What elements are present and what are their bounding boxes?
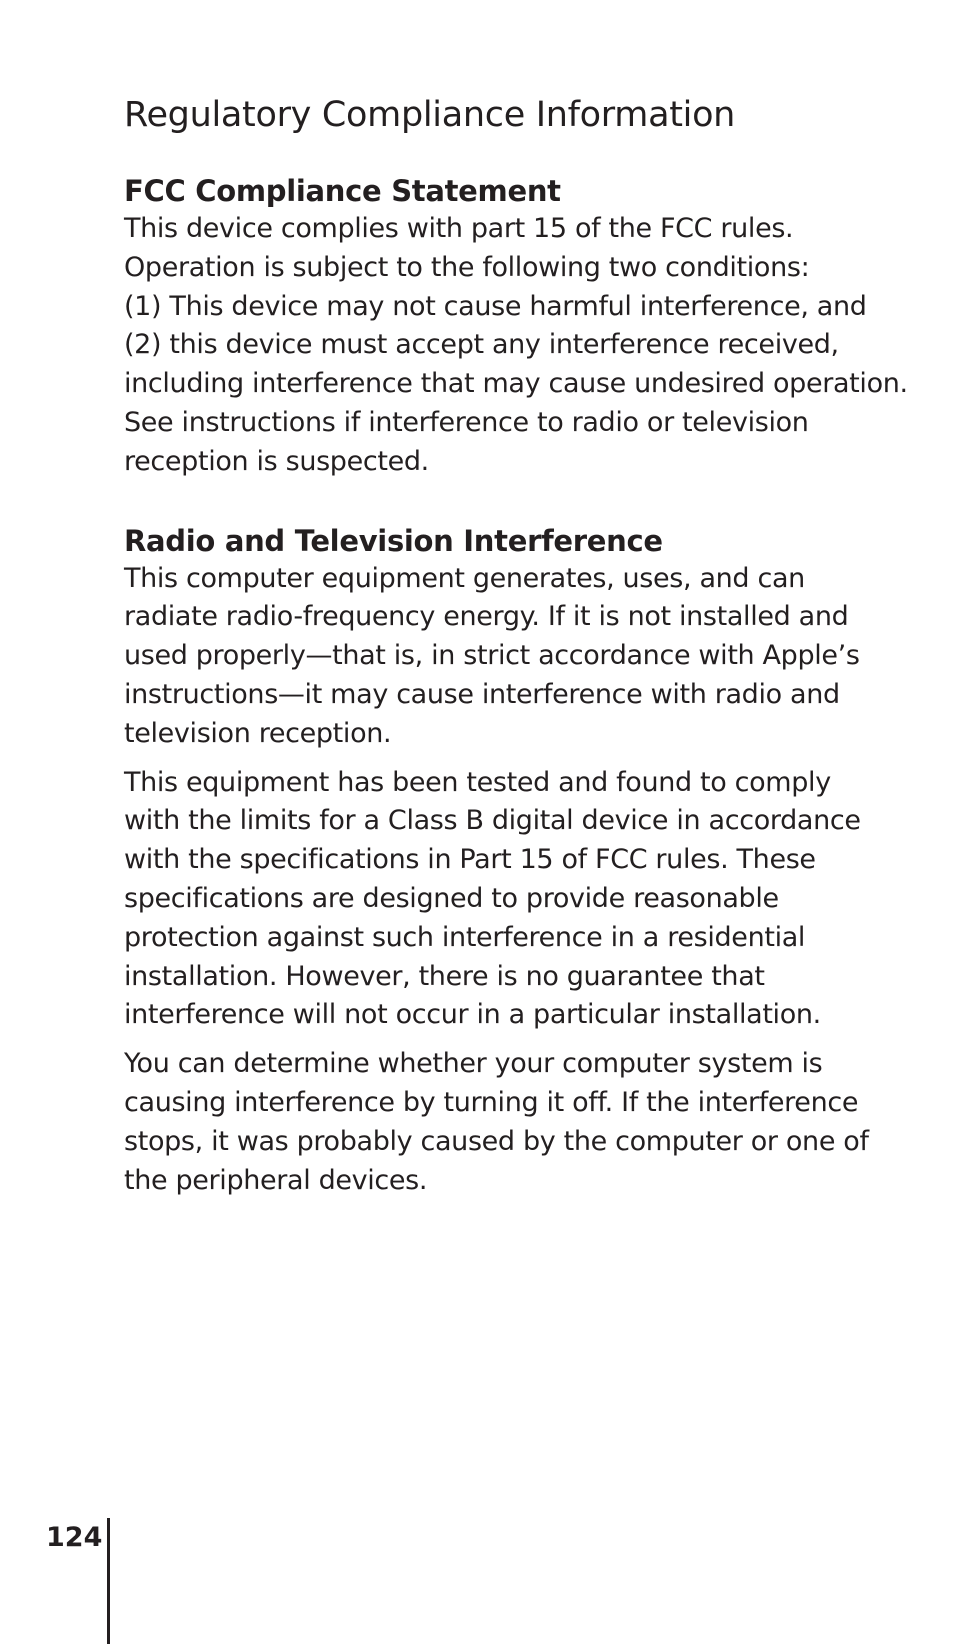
- section-heading: FCC Compliance Statement: [124, 174, 561, 208]
- paragraph: This computer equipment generates, uses, and can radiate radio-frequency energy. If it is not installed and used properly—that is, in strict accordance with Apple’s instructions—it may cause interference with radio and television reception.: [124, 562, 860, 749]
- paragraph: You can determine whether your computer system is causing interference by turning it off. If the interference stops, it was probably caused by the computer or one of the peripheral devices.: [124, 1048, 869, 1196]
- paragraph: This equipment has been tested and found to comply with the limits for a Class B digital device in accordance with the specifications in Part 15 of FCC rules. These specifications are designed to provide reasonable protection against such interference in a residential installation. However, there is no guarantee that interference will not occur in a particular installation.: [124, 766, 861, 1031]
- section-fcc-compliance: [124, 172, 924, 482]
- section-heading: Radio and Television Interference: [124, 523, 663, 558]
- paragraph: This device complies with part 15 of the FCC rules. Operation is subject to the following two conditions: (1) This device may not cause harmful interference, and (2) this device must accept any interference received, including interference that may cause undesired operation. See instructions if interference to radio or television reception is suspected.: [124, 213, 908, 477]
- section-radio-tv-interference: [124, 522, 924, 1201]
- footer-divider: [107, 1518, 110, 1644]
- page-number: 124: [46, 1522, 103, 1553]
- page-title: Regulatory Compliance Information: [124, 95, 736, 135]
- page-content: [124, 92, 924, 1240]
